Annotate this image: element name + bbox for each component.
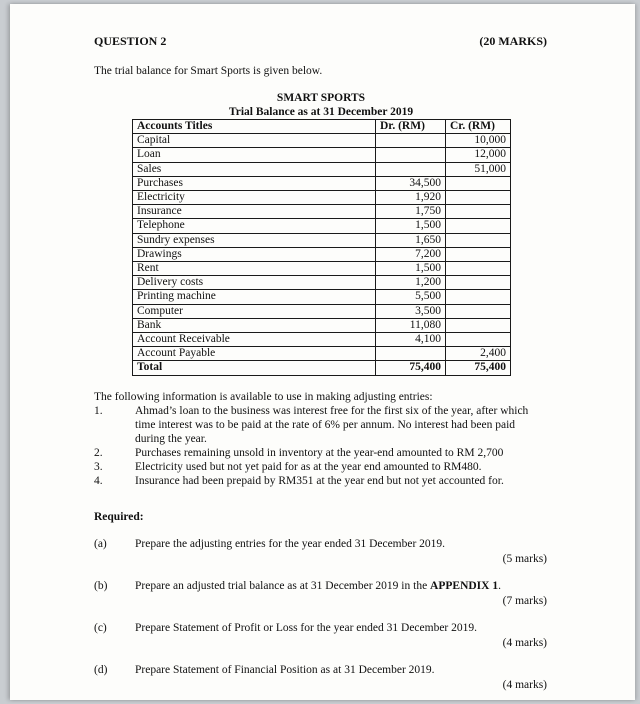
table-header-row — [133, 120, 511, 134]
account-title-cell: Sundry expenses — [133, 233, 376, 247]
cr-cell: 2,400 — [446, 347, 511, 361]
account-title-cell: Insurance — [133, 205, 376, 219]
table-row — [133, 347, 511, 361]
header-dr: Dr. (RM) — [376, 120, 446, 134]
cr-cell — [446, 219, 511, 233]
dr-cell: 4,100 — [376, 333, 446, 347]
required-item-a — [94, 537, 547, 566]
table-row — [133, 304, 511, 318]
header-accounts: Accounts Titles — [133, 120, 376, 134]
trial-balance-table — [132, 119, 511, 376]
account-title-cell: Bank — [133, 318, 376, 332]
table-row — [133, 148, 511, 162]
account-title-cell: Capital — [133, 134, 376, 148]
cr-cell — [446, 205, 511, 219]
total-row — [133, 361, 511, 375]
required-item-c — [94, 621, 547, 650]
item-letter: (a) — [94, 537, 107, 550]
dr-cell — [376, 148, 446, 162]
item-text: Prepare Statement of Financial Position as at 31 December 2019. — [135, 663, 435, 676]
item-text: Purchases remaining unsold in inventory at the year-end amounted to RM 2,700 — [135, 446, 504, 459]
item-text: Prepare the adjusting entries for the year ended 31 December 2019. — [135, 537, 446, 550]
item-marks: (4 marks) — [502, 678, 547, 691]
question-header — [94, 34, 547, 48]
cr-cell: 12,000 — [446, 148, 511, 162]
account-title-cell: Loan — [133, 148, 376, 162]
intro-text: The trial balance for Smart Sports is given below. — [94, 65, 323, 77]
item-text — [135, 579, 547, 593]
item-letter: (b) — [94, 579, 108, 592]
marks-label: (20 MARKS) — [479, 34, 547, 48]
cr-cell: 10,000 — [446, 134, 511, 148]
table-row — [133, 205, 511, 219]
cr-cell — [446, 333, 511, 347]
required-item-d — [94, 663, 547, 692]
cr-cell — [446, 304, 511, 318]
dr-cell: 1,650 — [376, 233, 446, 247]
item-text-prefix: Prepare an adjusted trial balance as at 31 December 2019 in the — [135, 579, 431, 592]
account-title-cell: Account Receivable — [133, 333, 376, 347]
table-row — [133, 247, 511, 261]
table-row — [133, 290, 511, 304]
table-row — [133, 233, 511, 247]
item-text: Prepare Statement of Profit or Loss for the year ended 31 December 2019. — [135, 621, 478, 634]
dr-cell: 1,500 — [376, 262, 446, 276]
account-title-cell: Delivery costs — [133, 276, 376, 290]
table-row — [133, 318, 511, 332]
item-text: Insurance had been prepaid by RM351 at the year end but not yet accounted for. — [135, 474, 504, 487]
item-text-bold: APPENDIX 1 — [430, 579, 499, 592]
account-title-cell: Electricity — [133, 191, 376, 205]
item-number: 3. — [94, 460, 103, 473]
account-title-cell: Drawings — [133, 247, 376, 261]
adjustment-item — [94, 474, 547, 488]
cr-cell: 51,000 — [446, 162, 511, 176]
account-title-cell: Account Payable — [133, 347, 376, 361]
dr-cell — [376, 347, 446, 361]
table-row — [133, 333, 511, 347]
account-title-cell: Sales — [133, 162, 376, 176]
cr-cell — [446, 176, 511, 190]
cr-cell — [446, 290, 511, 304]
exam-page — [10, 4, 635, 700]
table-row — [133, 276, 511, 290]
account-title-cell: Telephone — [133, 219, 376, 233]
item-letter: (c) — [94, 621, 107, 634]
dr-cell — [376, 134, 446, 148]
item-text: Electricity used but not yet paid for as at the year end amounted to RM480. — [135, 460, 482, 473]
trial-balance-block — [132, 91, 510, 376]
item-marks: (7 marks) — [502, 594, 547, 607]
dr-cell: 11,080 — [376, 318, 446, 332]
total-dr-cell: 75,400 — [376, 361, 446, 375]
cr-cell — [446, 247, 511, 261]
item-number: 2. — [94, 446, 103, 459]
item-letter: (d) — [94, 663, 108, 676]
dr-cell: 7,200 — [376, 247, 446, 261]
header-cr: Cr. (RM) — [446, 120, 511, 134]
adjustment-item — [94, 404, 547, 446]
cr-cell — [446, 233, 511, 247]
dr-cell: 1,500 — [376, 219, 446, 233]
table-subtitle: Trial Balance as at 31 December 2019 — [228, 106, 414, 118]
dr-cell: 1,200 — [376, 276, 446, 290]
table-row — [133, 176, 511, 190]
item-number: 1. — [94, 404, 103, 417]
adjustment-item — [94, 460, 547, 474]
account-title-cell: Rent — [133, 262, 376, 276]
dr-cell — [376, 162, 446, 176]
required-item-b — [94, 579, 547, 608]
table-row — [133, 162, 511, 176]
item-number: 4. — [94, 474, 103, 487]
cr-cell — [446, 276, 511, 290]
table-row — [133, 262, 511, 276]
required-label: Required: — [94, 510, 144, 523]
account-title-cell: Purchases — [133, 176, 376, 190]
account-title-cell: Computer — [133, 304, 376, 318]
table-title: SMART SPORTS — [276, 92, 366, 104]
item-text: Ahmad’s loan to the business was interest free for the first six of the year, after which time interest was to be paid at the rate of 6% per annum. No interest had been paid during the year. — [135, 404, 529, 445]
cr-cell — [446, 191, 511, 205]
dr-cell: 3,500 — [376, 304, 446, 318]
total-cr-cell: 75,400 — [446, 361, 511, 375]
item-marks: (4 marks) — [502, 636, 547, 649]
table-row — [133, 191, 511, 205]
question-label: QUESTION 2 — [94, 34, 167, 48]
table-row — [133, 134, 511, 148]
dr-cell: 5,500 — [376, 290, 446, 304]
cr-cell — [446, 262, 511, 276]
adjusting-intro: The following information is available to use in making adjusting entries: — [94, 390, 433, 403]
dr-cell: 1,750 — [376, 205, 446, 219]
adjustment-item — [94, 446, 547, 460]
table-row — [133, 219, 511, 233]
item-marks: (5 marks) — [502, 552, 547, 565]
dr-cell: 34,500 — [376, 176, 446, 190]
item-text-suffix: . — [498, 579, 501, 592]
cr-cell — [446, 318, 511, 332]
total-title-cell: Total — [133, 361, 376, 375]
account-title-cell: Printing machine — [133, 290, 376, 304]
dr-cell: 1,920 — [376, 191, 446, 205]
